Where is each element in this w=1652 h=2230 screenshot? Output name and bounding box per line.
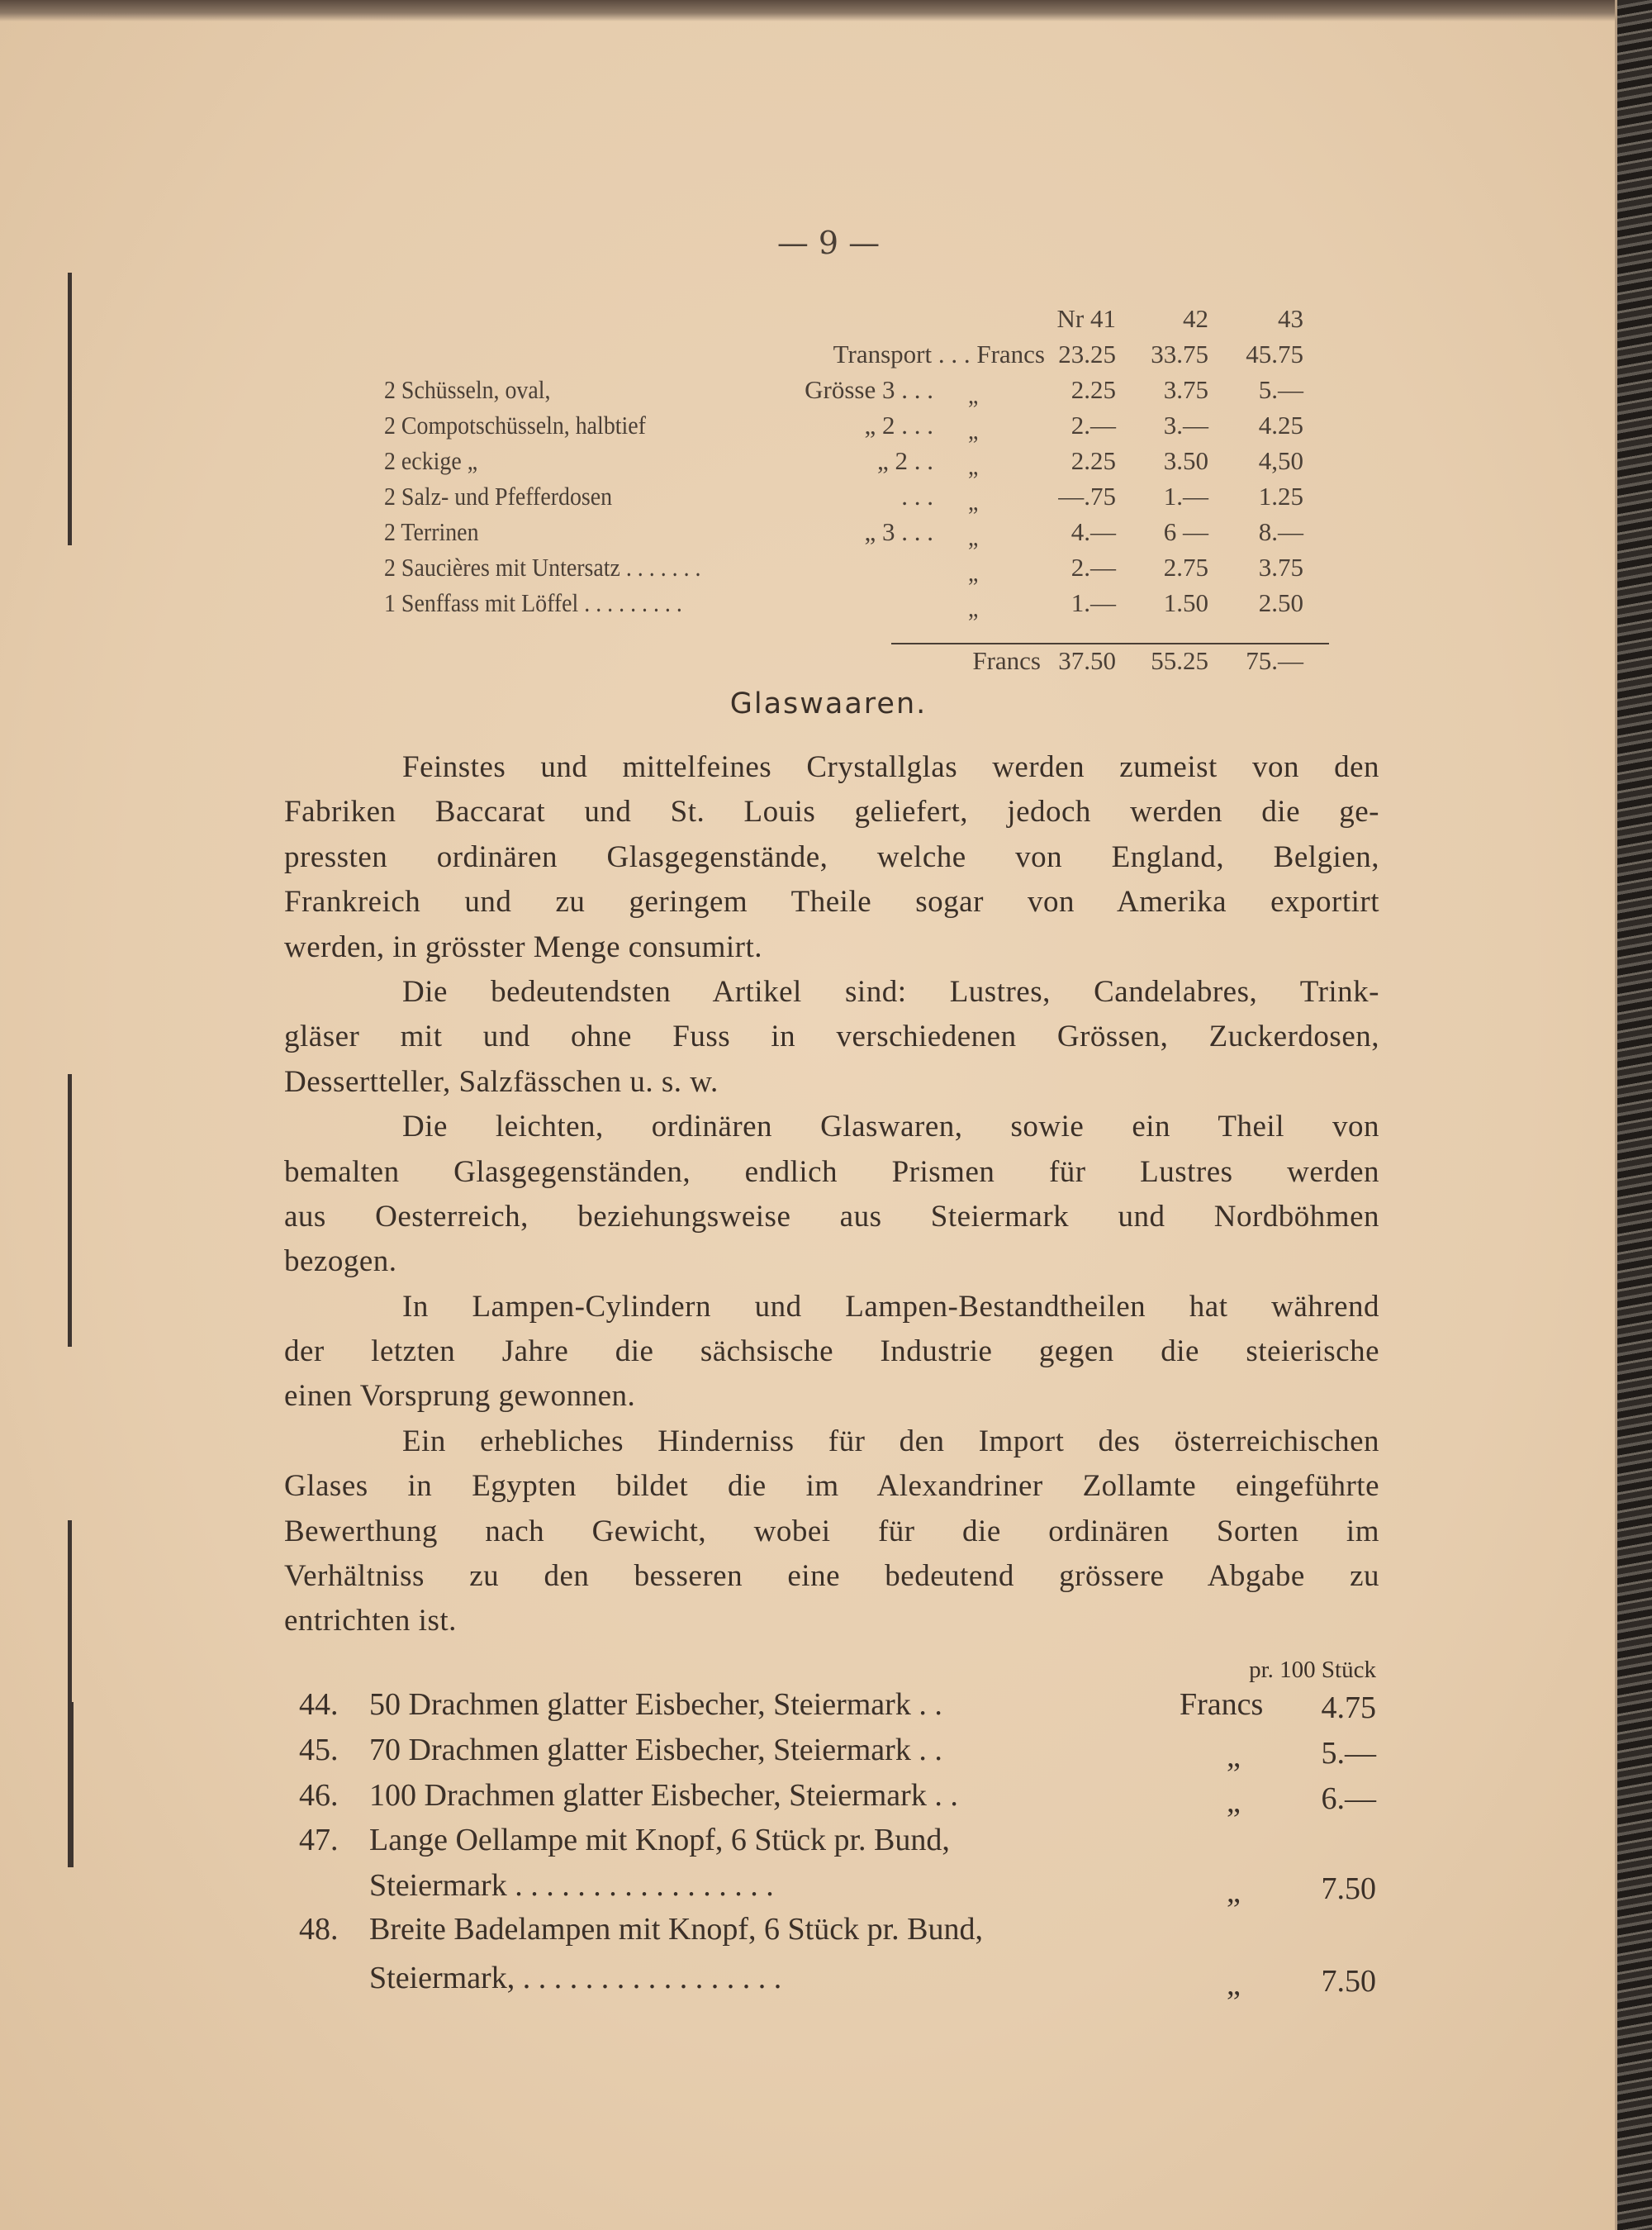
row-item: 2 eckige „ <box>384 446 478 475</box>
ditto-mark: „ <box>968 487 979 516</box>
table-value: 75.— <box>1246 646 1303 675</box>
currency: „ <box>1227 1785 1241 1819</box>
paragraph-line: entrichten ist. <box>284 1604 457 1638</box>
item-number: 45. <box>299 1733 339 1767</box>
binding-mark <box>68 1074 72 1347</box>
paragraph-line: Verhältniss zu den besseren eine bedeutend grössere Abgabe zu <box>284 1559 1379 1594</box>
item-price: 5.— <box>1321 1736 1376 1771</box>
row-size: Grösse 3 . . . <box>805 375 933 404</box>
item-text: Steiermark, . . . . . . . . . . . . . . . . . <box>369 1961 782 1995</box>
table-value: 37.50 <box>1058 646 1116 675</box>
paragraph-line: Bewerthung nach Gewicht, wobei für die ordinären Sorten im <box>284 1514 1379 1548</box>
binding-mark <box>68 273 72 545</box>
item-number: 44. <box>299 1687 339 1722</box>
paragraph-line: In Lampen-Cylindern und Lampen-Bestandtheilen hat während <box>402 1289 1379 1324</box>
currency: „ <box>1227 1875 1241 1909</box>
table-value: 45.75 <box>1246 340 1303 368</box>
table-value: 4.— <box>1070 517 1116 546</box>
currency: Francs <box>1180 1687 1264 1722</box>
ditto-mark: „ <box>968 558 979 587</box>
page-top-edge <box>0 0 1652 21</box>
paragraph-line: Ein erhebliches Hinderniss für den Import des österreichischen <box>402 1424 1379 1458</box>
item-text: 100 Drachmen glatter Eisbecher, Steiermark . . <box>369 1778 958 1813</box>
column-header-43: 43 <box>1278 304 1303 333</box>
paragraph-line: einen Vorsprung gewonnen. <box>284 1379 636 1414</box>
table-value: 1.— <box>1163 482 1208 511</box>
row-size: „ 2 . . . <box>864 411 933 440</box>
paragraph-line: werden, in grösster Menge consumirt. <box>284 930 763 964</box>
table-value: 2.75 <box>1163 553 1208 582</box>
currency: „ <box>1227 1739 1241 1774</box>
item-text: 50 Drachmen glatter Eisbecher, Steiermark . . <box>369 1687 942 1722</box>
binding-mark <box>69 1702 74 1867</box>
section-heading: Glaswaaren. <box>729 687 928 720</box>
paragraph-line: Feinstes und mittelfeines Crystallglas werden zumeist von den <box>402 750 1379 784</box>
ditto-mark: „ <box>968 522 979 551</box>
item-text: Steiermark . . . . . . . . . . . . . . . . . <box>369 1868 774 1903</box>
paragraph-line: pressten ordinären Glasgegenstände, welche von England, Belgien, <box>284 839 1379 874</box>
row-item: 1 Senffass mit Löffel . . . . . . . . . <box>384 588 682 617</box>
table-value: 3.75 <box>1163 375 1208 404</box>
row-size: . . . <box>901 482 933 511</box>
item-text: Lange Oellampe mit Knopf, 6 Stück pr. Bund, <box>369 1823 950 1857</box>
item-price: 6.— <box>1321 1781 1376 1816</box>
column-header-42: 42 <box>1183 304 1208 333</box>
item-price: 7.50 <box>1321 1964 1376 1999</box>
paragraph-line: Fabriken Baccarat und St. Louis geliefert, jedoch werden die ge- <box>284 795 1379 830</box>
paragraph-line: bezogen. <box>284 1244 397 1279</box>
table-value: 3.75 <box>1258 553 1303 582</box>
table-value: 2.25 <box>1070 446 1116 475</box>
ditto-mark: „ <box>968 380 979 409</box>
item-text: 70 Drachmen glatter Eisbecher, Steiermark . . <box>369 1733 942 1767</box>
currency: „ <box>1227 1967 1241 2002</box>
table-value: 23.25 <box>1058 340 1116 368</box>
table-value: 3.— <box>1163 411 1208 440</box>
table-value: —.75 <box>1058 482 1116 511</box>
paragraph-line: aus Oesterreich, beziehungsweise aus Steiermark und Nordböhmen <box>284 1199 1379 1234</box>
paragraph-line: Glases in Egypten bildet die im Alexandriner Zollamte eingeführte <box>284 1469 1379 1504</box>
ditto-mark: „ <box>968 451 979 480</box>
row-size: „ 3 . . . <box>864 517 933 546</box>
sum-rule <box>891 643 1329 644</box>
table-value: 2.— <box>1070 411 1116 440</box>
row-item: 2 Salz- und Pfefferdosen <box>384 482 613 511</box>
row-item: 2 Schüsseln, oval, <box>384 375 551 404</box>
column-header-41: Nr 41 <box>1056 304 1116 333</box>
table-value: 1.25 <box>1258 482 1303 511</box>
paragraph-line: gläser mit und ohne Fuss in verschiedenen Grössen, Zuckerdosen, <box>284 1020 1379 1054</box>
ditto-mark: „ <box>968 593 979 622</box>
table-value: 2.25 <box>1070 375 1116 404</box>
row-item: 2 Terrinen <box>384 517 479 546</box>
table-value: 4.25 <box>1258 411 1303 440</box>
table-value: 5.— <box>1258 375 1303 404</box>
item-price: 4.75 <box>1321 1690 1376 1725</box>
item-number: 47. <box>299 1823 339 1857</box>
paragraph-line: der letzten Jahre die sächsische Industrie gegen die steierische <box>284 1334 1379 1369</box>
table-value: 8.— <box>1258 517 1303 546</box>
marbled-cover-edge <box>1615 0 1652 2230</box>
item-number: 48. <box>299 1912 339 1947</box>
item-price: 7.50 <box>1321 1871 1376 1906</box>
table-value: 6 — <box>1163 517 1208 546</box>
table-value: 2.50 <box>1258 588 1303 617</box>
table-value: 1.50 <box>1163 588 1208 617</box>
paragraph-line: Frankreich und zu geringem Theile sogar von Amerika exportirt <box>284 885 1379 920</box>
paragraph-line: Die leichten, ordinären Glaswaren, sowie ein Theil von <box>402 1110 1379 1144</box>
row-item: 2 Saucières mit Untersatz . . . . . . . <box>384 553 701 582</box>
table-value: 1.— <box>1070 588 1116 617</box>
total-label: Francs <box>972 646 1041 675</box>
page-number: — 9 — <box>776 225 881 261</box>
item-number: 46. <box>299 1778 339 1813</box>
table-value: 55.25 <box>1151 646 1208 675</box>
ditto-mark: „ <box>968 416 979 445</box>
transport-label: Transport . . . Francs <box>833 340 1045 368</box>
item-text: Breite Badelampen mit Knopf, 6 Stück pr. Bund, <box>369 1912 984 1947</box>
row-item: 2 Compotschüsseln, halbtief <box>384 411 646 440</box>
unit-label: pr. 100 Stück <box>1249 1657 1376 1683</box>
table-value: 2.— <box>1070 553 1116 582</box>
table-value: 33.75 <box>1151 340 1208 368</box>
body-text <box>284 745 1379 1644</box>
table-value: 3.50 <box>1163 446 1208 475</box>
paragraph-line: Die bedeutendsten Artikel sind: Lustres, Candelabres, Trink- <box>402 974 1379 1009</box>
table-value: 4,50 <box>1258 446 1303 475</box>
row-size: „ 2 . . <box>876 446 933 475</box>
paragraph-line: Dessertteller, Salzfässchen u. s. w. <box>284 1064 719 1099</box>
paragraph-line: bemalten Glasgegenständen, endlich Prismen für Lustres werden <box>284 1154 1379 1189</box>
